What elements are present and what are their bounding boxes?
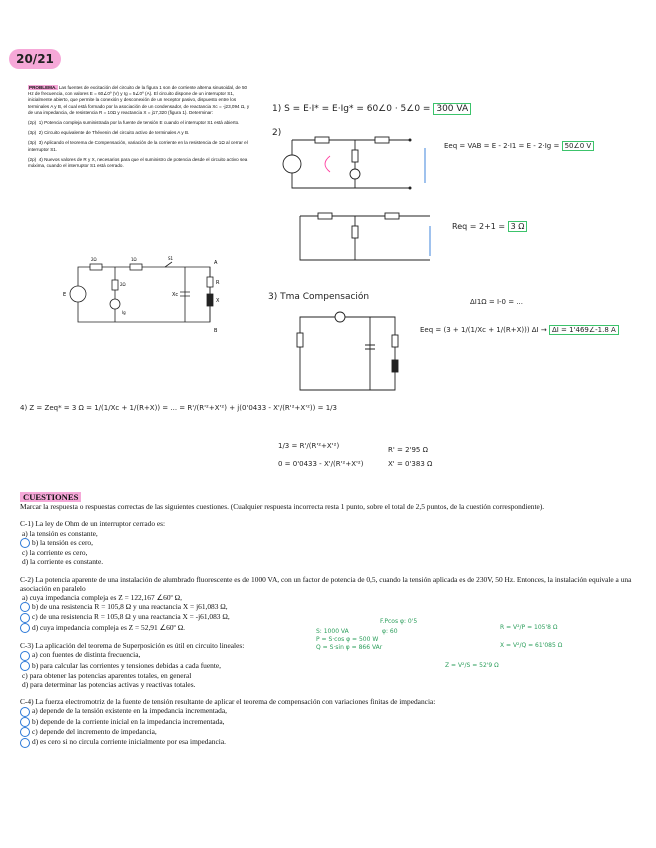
part1-line: 1) S = E·I* = E·Ig* = 60∠0 · 5∠0 = 300 VA xyxy=(272,104,471,114)
label-r2b: 2Ω xyxy=(120,282,126,287)
option: d) para determinar las potencias activas y reactivas totales. xyxy=(22,680,196,690)
question-c1: C-1) La ley de Ohm de un interruptor cerrado es: xyxy=(20,519,166,529)
part4-line: 4) Z = Zeq* = 3 Ω = 1/(1/Xc + 1/(R+X)) = ... = R'/(R'²+X'²) + j(0'0433 - X'/(R'²+X'²)) = 1/3 xyxy=(20,404,337,412)
label-xc: Xc xyxy=(172,292,179,298)
compensation-circuit xyxy=(285,305,415,400)
delta-result: ΔI = 1'469∠-1.8 A xyxy=(549,325,619,335)
label-e: E xyxy=(63,292,67,298)
problem-label: PROBLEMA. xyxy=(29,85,57,90)
part1-result: 300 VA xyxy=(433,103,471,115)
mark-circle xyxy=(20,613,30,623)
label-ig: Ig xyxy=(122,310,126,315)
question-c2: C-2) La potencia aparente de una instalación de alumbrado fluorescente es de 1000 VA, con un factor de potencia de 0,5, cuando la tensión aplicada es de 230V, 50 Hz. Entonces, la instalación equivale a una asociación en paralelo xyxy=(20,574,632,593)
problem-item: (3p) 2) Circuito equivalente de Thévenin del circuito activo de terminales A y B. xyxy=(28,130,190,136)
vth-line: Eeq = VAB = E - 2·I1 = E - 2·Ig = 50∠0 V xyxy=(444,142,594,150)
figure-1-circuit xyxy=(60,252,235,337)
label-x: X xyxy=(216,298,220,304)
mark-circle xyxy=(20,602,30,612)
c2-note-x: X = V²/Q = 61'085 Ω xyxy=(500,642,563,649)
problem-intro: Las fuentes de excitación del circuito de la figura 1 son de corriente alterna sinusoidal, de 50 Hz de frecuencia, con valores E = 60∠0º (V) y Ig = 5∠0º (A). El circuito dispone de un interruptor S1, inicialmente abierto, que permite la conexión y desconexión de un receptor pasivo, dispuesto entre los terminales A y B, el cual está formado por la asociación de un condensador, de reactancia Xc = -j23,094 Ω, y de una impedancia, de resistencia R = 10Ω y reactancia X = j17,320 (figura 1). Determinar: xyxy=(28,85,250,115)
req-result: 3 Ω xyxy=(508,221,528,232)
option-marked: a) depende de la tensión existente en la impedancia incrementada, xyxy=(20,706,640,716)
cond1: 1/3 = R'/(R'²+X'²) xyxy=(278,442,340,450)
label-a: A xyxy=(214,260,218,266)
mark-circle xyxy=(20,661,30,671)
c2-note-phi: φ: 60 xyxy=(382,628,398,635)
req-circuit xyxy=(290,208,440,268)
label-r2: 2Ω xyxy=(91,257,97,262)
option-marked: d) cuya impedancia compleja es Z = 52,91 ∠60º Ω. xyxy=(20,623,640,633)
question-c4: C-4) La fuerza electromotriz de la fuente de tensión resultante de aplicar el teorema de compensación con variaciones finitas de impedancia: xyxy=(20,697,436,707)
questions-section xyxy=(20,493,640,748)
problem-statement xyxy=(28,85,250,173)
cond2: 0 = 0'0433 - X'/(R'²+X'²) xyxy=(278,460,364,468)
mark-circle xyxy=(20,727,30,737)
option-marked: d) es cero si no circula corriente inicialmente por esa impedancia. xyxy=(20,737,640,747)
thevenin-circuit xyxy=(280,128,440,198)
option-marked: c) de una resistencia R = 105,8 Ω y una reactancia X = -j61,083 Ω, xyxy=(20,612,640,622)
vth-result: 50∠0 V xyxy=(562,141,595,151)
problem-item: (2p) 1) Potencia compleja suministrada por la fuente de tensión E cuando el interruptor S1 está abierto. xyxy=(28,120,240,126)
mark-circle xyxy=(20,651,30,661)
label-b: B xyxy=(214,328,218,334)
option-marked: b) la tensión es cero, xyxy=(20,538,640,548)
option-marked: b) de una resistencia R = 105,8 Ω y una reactancia X = j61,083 Ω, xyxy=(20,602,640,612)
mark-circle xyxy=(20,717,30,727)
questions-title: CUESTIONES xyxy=(20,492,81,502)
part2-label: 2) xyxy=(272,128,282,138)
option: d) la corriente es constante. xyxy=(22,557,104,567)
page-tag: 20/21 xyxy=(9,49,61,69)
problem-item: (2p) 4) Nuevos valores de R y X, necesarios para que el suministro de potencia desde el circuito activo sea máxima, cuando el interruptor S1 está cerrado. xyxy=(28,156,248,169)
questions-intro: Marcar la respuesta o respuestas correctas de las siguientes cuestiones. (Cualquier respuesta incorrecta resta 1 punto, sobre el total de 2,5 puntos, de la cuestión correspondiente). xyxy=(20,502,545,512)
req-line: Req = 2+1 = 3 Ω xyxy=(452,222,527,231)
mark-circle xyxy=(20,707,30,717)
part3-label: 3) Tma Compensación xyxy=(268,292,370,302)
option: c) la corriente es cero, xyxy=(22,548,88,558)
mark-circle xyxy=(20,738,30,748)
option-marked: b) para calcular las corrientes y tensiones debidas a cada fuente, xyxy=(20,661,640,671)
option-marked: c) depende del incremento de impedancia, xyxy=(20,727,640,737)
option-marked: b) depende de la corriente inicial en la impedancia incrementada, xyxy=(20,717,640,727)
mark-circle xyxy=(20,623,30,633)
sol-x: X' = 0'383 Ω xyxy=(388,460,433,468)
option: a) la tensión es constante, xyxy=(22,528,98,538)
label-r: R xyxy=(216,280,220,286)
problem-item: (3p) 3) Aplicando el teorema de Compensación, variación de la corriente en la resistencia de 1Ω al cerrar el interruptor S1. xyxy=(28,140,248,152)
delta-i1-line: ΔI1Ω = I-0 = ... xyxy=(470,298,524,306)
option-marked: a) con fuentes de distinta frecuencia, xyxy=(20,650,640,660)
question-c3: C-3) La aplicación del teorema de Superposición es útil en circuito lineales: xyxy=(20,641,245,651)
c2-note-fp: F.Pcos φ: 0'5 xyxy=(380,618,418,625)
c2-notes: S: 1000 VA P = S·cos φ = 500 W Q = S·sin φ = 866 VAr xyxy=(316,628,383,651)
sol-r: R' = 2'95 Ω xyxy=(388,446,428,454)
label-s1: S1 xyxy=(168,256,174,261)
option: c) para obtener las potencias aparentes totales, en general xyxy=(22,670,192,680)
mark-circle xyxy=(20,538,30,548)
label-r1: 1Ω xyxy=(131,257,137,262)
option: a) cuya impedancia compleja es Z = 122,167 ∠60º Ω, xyxy=(22,592,182,602)
eeq-line: Eeq = (3 + 1/(1/Xc + 1/(R+X))) ΔI → ΔI = 1'469∠-1.8 A xyxy=(420,326,619,334)
c2-note-z: Z = V²/S = 52'9 Ω xyxy=(445,662,499,669)
c2-note-r: R = V²/P = 105'8 Ω xyxy=(500,624,558,631)
